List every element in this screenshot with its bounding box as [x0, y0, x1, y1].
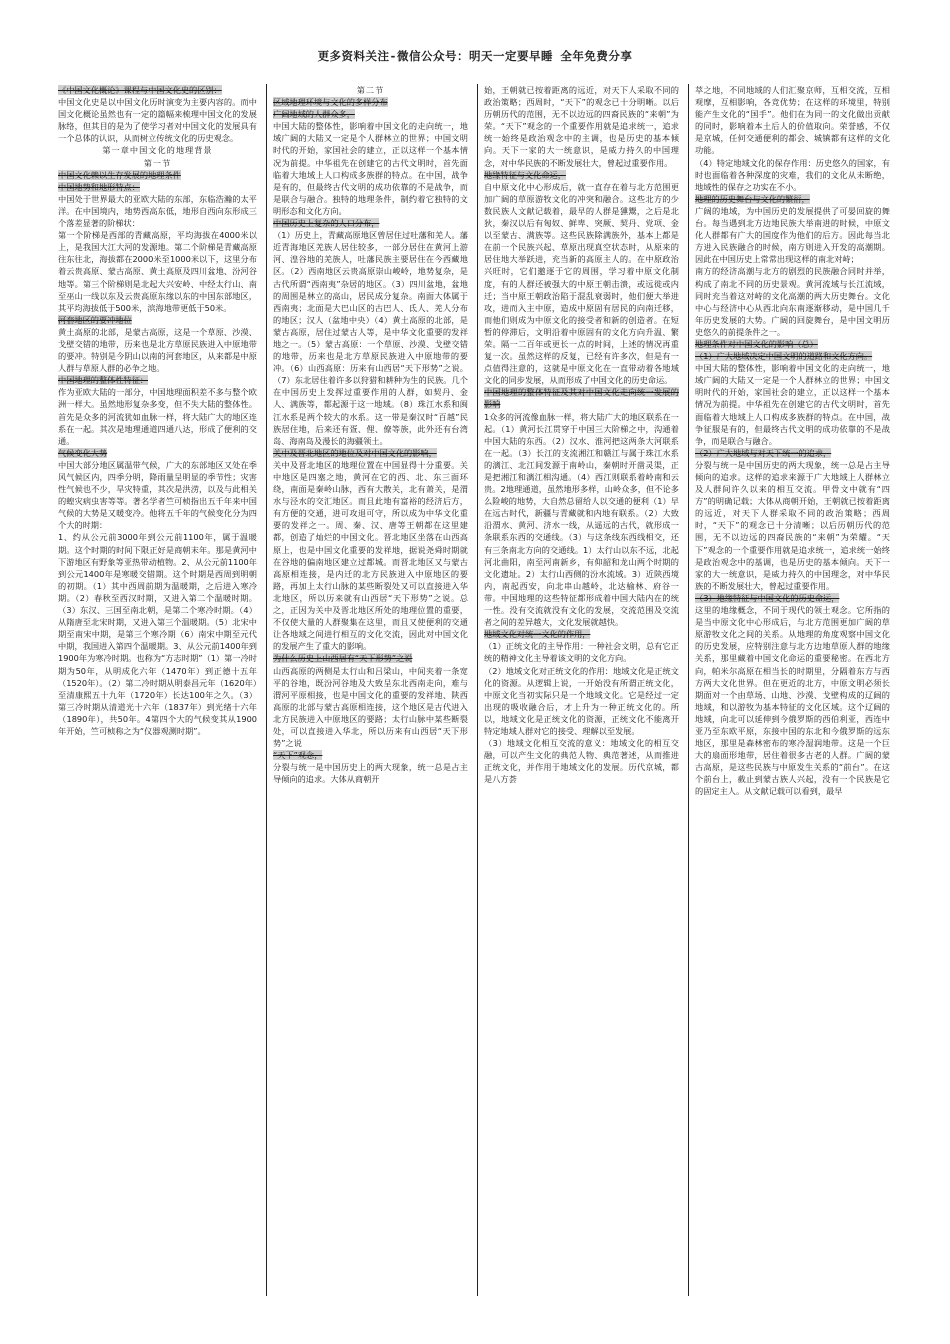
section-heading [273, 652, 468, 664]
paragraph [58, 193, 257, 229]
text: 为什么历史上山西居有“天下形势”之说 [273, 653, 413, 664]
paragraph [58, 229, 257, 314]
paragraph [695, 604, 890, 798]
paragraph [58, 386, 257, 446]
text: 第一个阶梯是西部的青藏高原，平均海拔在4000米以上，是我国大江大河的发源地。第二个阶梯是青藏高原往东往北，海拔都在2000米至1000米以下，这里分布着云贵高原、蒙古高原、黄土高原及四川盆地、汾河谷地等。第三个阶梯则是北起大兴安岭、中经太行山、南至巫山一线以东及云贵高原东缘以东的中国东部地区，其平均海拔低于500米，滨海地带更低于50米。 [58, 230, 257, 313]
text: 中国地势和地形特点： [58, 181, 140, 192]
text: “天下”观念， [273, 750, 323, 761]
text: 中国大陆的整体性，影响着中国文化的走向统一，地域广阔的大陆又一定是个人群林立的世界；中国文明时代的开始，家国社会的建立，正以这样一个基本情况为前提。中华祖先在创建它的古代文明时，首先面临着大地域上人口构成多族群的特点。在中国，战争是有的，但最终古代文明的成功依靠的不是战争，而是联合与融合。独特的地理条件，制约着它独特的文明形态和文化方向。 [273, 121, 468, 216]
paragraph [273, 761, 468, 785]
text: 广阔的地域，为中国历史的发展提供了可晏回旋的舞台。每当遇到北方边地民族大举南进的时候，中原文化人群都有广大的国度作为他们的后方。因此每当北方进入民族融合的时候，南方则进入开发的高潮期。因此在中国历史上常常出现这样的南北对峙； [695, 205, 890, 265]
section-heading [273, 96, 468, 108]
paragraph [58, 96, 257, 144]
column-1 [55, 84, 260, 1296]
text-columns [55, 84, 900, 1296]
text: （3）地域文化相互交流的意义：地域文化的相互交融，可以产生文化的典范人物、典范著述，从而推进正统文化，并作用于地域文化的发展。历代京城，都是八方荟 [484, 738, 679, 785]
text: 河套地区的要冲地位 [58, 314, 132, 325]
paragraph [695, 157, 890, 193]
paragraph [695, 362, 890, 447]
text: （2）地域文化对正统文化的作用：地域文化是正统文化的资源。从逻辑上说，一开始没有所谓正统文化，中原文化当初实际只是一个地域文化。它是经过一定出现的吸收融合后，才上升为一种正统文化的。所以，地域文化是正统文化的资源，正统文化不能离开特定地域人群对它的接受、理解以至发展。 [484, 665, 679, 736]
text: 《中国文化概论》课程与中国文化史的区别： [58, 85, 222, 95]
paragraph [273, 459, 468, 653]
text: 始，王朝就已按着距离的远近，对天下人采取不同的政治策略；西周时，“天下”的观念已十分明晰。以后历朝历代的范围，无不以边远的四裔民族的“来朝”为荣。“天下”观念的一个重要作用就是追求统一，追求统一始终是政治观念中的主调，也是历史的基本倾向。天下一家的大一统意识，是威力持久的中国理念，对中华民族的不断发展壮大，曾起过重要作用。 [484, 85, 679, 168]
text: 地理的历史舞台与文化的繁衍， [695, 193, 810, 204]
text: 中国大陆的整体性，影响着中国文化的走向统一，地域广阔的大陆又一定是一个人群林立的世界；中国文明时代的开始，家国社会的建立，正以这样一个基本情况为前提。中华祖先在创建它的古代文明时，首先面临着大地域上人口构成多族群的特点。在中国，战争征服是有的，但最终古代文明的成功依靠的不是战争，而是联合与融合。 [695, 363, 890, 446]
paragraph [695, 205, 890, 265]
section-heading [58, 169, 257, 181]
text: 萃之地，不同地域的人们汇聚京师，互相交流，互相观摩，互相影响，各竞优势；在这样的环境里，特别能产生文化的“国手”。他们在为同一的文化做出贡献的同时，影响着本土后人的价值取向。荣誉感，不仅是京城，任何交通便利的都会、城镇都有这样的文化功能。 [695, 85, 890, 156]
paragraph [58, 459, 257, 532]
chapter-title [273, 84, 468, 96]
text: 中国文化赖以生存发展的地理条件 [58, 169, 181, 180]
section-heading [695, 350, 890, 362]
text: 这里的地缘概念，不同于现代的领土观念。它所指的是当中原文化中心形成后，与北方范围更加广阔的草原游牧文化之间的关系。从地理的角度观察中国文化的历史发展，应特别注意与北方边地草原人群的地缘关系，那里藏着中国文化命运的重要秘密。在西北方向，帕米尔高原在相当长的时期里，分隔着东方与西方两大文化世界。但在更近的北方，中原文明必须长期面对一个由草场、山地、沙漠、戈壁构成的辽阔的地域，和以游牧为基本特征的文化区域。这个辽阔的地域，向北可以延伸到今俄罗斯的西伯利亚，西连中亚乃至东欧平原，东接中国的东北和今俄罗斯的远东地区，那里是森林密布的寒冷湿润地带。这是一个巨大的扇面形地带，居住着很多古老的人群。广阔的蒙古高原，是这些民族与中原发生关系的“前台”。在这个前台上，截止到蒙古族人兴起，没有一个民族是它的固定主人。从文献记载可以看到，最早 [695, 605, 890, 797]
text: 第二节 [356, 85, 385, 95]
section-heading [695, 193, 890, 205]
text: 关中及晋北地区的地理位置在中国显得十分重要。关中地区是四塞之地，黄河在它的西、北、东三面环绕，南面是秦岭山脉，西有大散关，北有萧关，是渭水与泾水的交汇地区。而且此地有富裕的经济后方，有方便的交通，进可攻退可守，所以成为中华文化重要的发祥之一。周、秦、汉、唐等王朝都在这里建都，创造了灿烂的中国文化。晋北地区坐落在山西高原上，也是中国文化重要的发祥地，据说尧舜时期就在谷地的偏南地区建立过都城。而晋北地区又与蒙古高原相连接，是内迁的北方民族进入中原地区的要路，再加上太行山脉的某些断裂处又可以直接进入华北地区，所以历来就有山西居“天下形势”之说。总之，正因为关中及晋北地区所处的地理位置的重要，不仅使大量的人群聚集在这里，而且又使便利的交通让各地域之间进行相互的文化交流，因此对中国文化的发展产生了重大的影响。 [273, 459, 468, 652]
paragraph [273, 120, 468, 217]
text: 山西高原的两侧是太行山和吕梁山，中间夹着一条宽平的谷地，既汾河谷地及大致呈东北西南走向，难与渭河平原相接，也是中国文化的重要的发祥地、陕西高原的北部与蒙古高原相连接，这个地区是古代进入北方民族进入中原地区的要路；太行山脉中某些断裂处，可以直接进入华北，所以历来有山西居“天下形势”之说 [273, 665, 468, 749]
section-heading [484, 169, 679, 181]
text: （3）地缘特征与中国文化的历史命运， [695, 592, 840, 603]
text: 自中原文化中心形成后，就一直存在着与北方范围更加广阔的草原游牧文化的冲突和融合。这些北方的少数民族人文献记载着，最早的人群是獯鬻，之后是北狄，秦汉以后有匈奴、鲜卑、突厥、契丹、党项、金以至蒙古、满族等。这些民族除满族外，基本上都是在前一个民族兴起、草原出现真空状态时，从原来的居住地大举跃进，充当新的高原主人的。在中原政治兴旺时，它们邀逐于它的周围，学习着中原文化制度，有的人群还被强大的中原王朝击溃，或远徙或内迁；当中原王朝政治陷于混乱衰弱时，他们便大举进攻，进而入主中原，造成中原固有居民的向南迁移，而他们则成为中原文化的接受者和新的创造者。在短暂的停滞后，文明沿着中原固有的文化方向升温、繁荣。隔一二百年或更长一点的时间，上述的情况再重复一次。虽然这样的反复，已经有许多次，但是有一点值得注意的，这就是中原文化在一直带动着各地域文化的同步发展，从而形成了中国文化的历史命运。 [484, 181, 679, 386]
column-4 [688, 84, 893, 1296]
text: （1）广大地域决定中国文明的道路和文化方向。 [695, 351, 873, 362]
chapter-title [58, 157, 257, 169]
column-3 [477, 84, 682, 1296]
section-heading [273, 447, 468, 459]
section-heading [695, 592, 890, 604]
text: 作为亚欧大陆的一部分，中国地理面积差不多与整个欧洲一样大。虽然地形复杂多变，但不失大陆的整体性。首先是众多的河流犹如血脉一样，将大陆广大的地区连系在一起。其次是地理通道四通八达，形成了便利的交通。 [58, 387, 257, 446]
section-heading [484, 628, 679, 640]
section-heading [484, 386, 679, 410]
text: （1）正统文化的主导作用：一种社会文明，总有它正统的精神文化主导着该文明的文化方向。 [484, 641, 679, 664]
paragraph [273, 665, 468, 750]
page-header: 更多资料关注-微信公众号：明天一定要早睡 全年免费分享 [317, 49, 633, 63]
text: 中国大部分地区属温带气候，广大的东部地区又处在季风气候区内，四季分明，降雨量呈明显的季节性；灾害性气候也不少，旱灾特重，其次是洪涝，以及与此相关的蝗灾病虫害等等。著名学者竺可桢指出五千年来中国气候的大势是又暖变冷。他将五千年的气候变化分为四个大的时期： [58, 459, 257, 531]
text: 南方的经济高潮与北方的剧烈的民族融合同时并举，构成了南北不同的历史景观。黄河流域与长江流域，同时充当着这对峙的文化高潮的两大历史舞台。文化中心与经济中心从西北向东南逐渐移动，是中国几千年历史发展的大势。广阔的回旋舞台，是中国文明历史悠久的前提条件之一。 [695, 266, 890, 337]
section-heading [58, 374, 257, 386]
text: 中国地理的整体特征及其对中国文化走向统一发展的影响 [484, 387, 679, 410]
text: 地缘特征与文化命运， [484, 169, 566, 180]
section-heading [58, 447, 257, 459]
section-heading [273, 217, 468, 229]
section-heading [695, 447, 890, 459]
column-2 [266, 84, 471, 1296]
text: （4）特定地域文化的保存作用：历史悠久的国家，有时也面临着各种深度的灾难，我们的文化从未断绝，地域性的保存之功实在不小。 [695, 157, 890, 192]
text: 气候变化大势 [58, 447, 108, 458]
text: 分裂与统一是中国历史上的两大现象，统一总是占主导倾向的追求。大体从商朝开 [273, 762, 468, 785]
paragraph [695, 459, 890, 592]
text: 1、约从公元前3000年到公元前1100年，属于温暖期。这个时期的时间下限正好是商朝末年。那是黄河中下游地区有野象等亚热带动植物。2、从公元前1100年到公元1400年是寒暖交错期。这个时期是西周到明朝的初期。（1）其中西周前期为温暖期，之后进入寒冷期。（2）春秋至西汉时期，又进入第二个温暖时期。（3）东汉、三国至南北朝，是第二个寒冷时期。（4）从隋唐至北宋时期，又进入第三个温暖期。（5）北宋中期至南宋中期，是第三个寒冷期（6）南宋中期至元代中期，我国进入第四个温暖期。3、从公元前1400年到1900年为寒冷时期。也称为“方志时期”（1）第一冷时期为50年，从明成化六年（1470年）到正德十五年（1520年）。（2）第二冷时期从明泰昌元年（1620年）至清康熙五十九年（1720年）长达100年之久。（3）第三冷时期从清道光十六年（1837年）到光绪十六年（1890年），共50年。4第四个大的气候变其从1900年开始，竺可桢称之为“仪器观测时期”。 [58, 532, 257, 736]
text: 第一章中国文化的地理背景 [102, 145, 213, 156]
text: 中国文化史是以中国文化历时演变为主要内容的。而中国文化概论虽然也有一定的篇幅来梳理中国文化的发展脉络，但其目的是为了使学习者对中国文化的发展具有一个总体的认识，从而树立传统文化的历史观念。 [58, 97, 257, 144]
section-heading [58, 84, 257, 96]
section-heading [58, 181, 257, 193]
paragraph [695, 84, 890, 157]
paragraph [484, 640, 679, 664]
text: 地域文化对统一文化的作用， [484, 629, 591, 640]
text: 第一节 [143, 157, 172, 168]
text: 广阔地域的人群众多， [273, 109, 355, 120]
section-heading [273, 108, 468, 120]
text: 中国处于世界最大的亚欧大陆的东部，东临浩瀚的太平洋。在中国境内，地势西高东低，地形自西向东形成三个落差显著的阶梯状： [58, 193, 257, 229]
section-heading [58, 314, 257, 326]
text: 1众多的河流像血脉一样，将大陆广大的地区联系在一起。（1）黄河长江贯穿于中国三大阶梯之中，沟通着中国大陆的东西。（2）汉水、淮河把这两条大河联系在一起。（3）长江的支流湘江和赣江与属于珠江水系的漓江、北江间发源于南岭山，秦朝时开凿灵渠，正是把湘江和漓江相沟通。（4）西江则联系着岭南和云贵。2地理通道，虽然地形多样，山岭众多，但不论多么险峻的地势，大自然总留给人以交通的便利（1）早在远古时代，新疆与青藏就和内地有联系。（2）大致沿渭水、黄河、济水一线，从遥远的古代，就形成一条联系东西的交通线。（3）与这条线东西线相交，还有三条南北方向的交通线。1）太行山以东不远，北起河北曲阳，南至河南新乡，有仰韶和龙山两个时期的文化遗址。2）太行山西侧的汾水流域。3）近陕西境内，南起西安，向北串山越岭，北达榆林、府谷一带。中国地理的这些特征都形成着中国大陆内在的统一性。没有交流就没有文化的发展，交流范围及交流者之间的差异越大，文化发展就越快。 [484, 411, 679, 628]
paragraph [484, 665, 679, 738]
paragraph [273, 229, 468, 447]
text: 地理条件对中国文化的影响（总） [695, 338, 818, 349]
chapter-title [58, 144, 257, 156]
paragraph [484, 737, 679, 785]
paragraph [484, 181, 679, 387]
text: 区域地理环境与文化的多样分布 [273, 97, 388, 108]
text: 分裂与统一是中国历史的两大现象，统一总是占主导倾向的追求。这样的追求来源于广大地域上人群林立及人群间许久以来的相互交流。甲骨文中就有“四方”的明确记载；大体从商朝开始，王朝就已按着距离的远近，对天下人群采取不同的政治策略；西周时，“天下”的观念已十分清晰；以后历朝历代的范围，无不以边远的四裔民族的“来朝”为荣耀。“天下”观念的一个重要作用就是追求统一，追求统一始终是政治观念中的基调，也是历史的基本倾向。天下一家的大一统意识，是威力持久的中国理念，对中华民族的不断发展壮大，曾起过重要作用。 [695, 459, 890, 591]
text: 黄土高原的北部，是蒙古高原，这是一个草原、沙漠、戈壁交错的地带，历来也是北方草原民族进入中原地带的要冲。特别是今阴山以南的河套地区，从来都是中原人群与草原人群的必争之地。 [58, 326, 257, 374]
paragraph [695, 265, 890, 338]
section-heading [273, 749, 468, 761]
text: 中国地理的整体性特征： [58, 375, 149, 386]
section-heading [695, 338, 890, 350]
text: （1）历史上，青藏高原地区曾居住过吐藩和羌人。藩近青海地区羌族人居住较多，一部分居住在黄河上游河、湟谷地的羌族人，吐藩民族主要居住在今西藏地区。（2）西南地区云贵高原崇山峻岭，地势复杂，是古代所谓“西南夷”杂居的地区。（3）四川盆地，盆地的周围是林立的高山，居民成分复杂。南面大体属于西南夷；北面是大巴山区的古巴人、氐人、羌人分布的地区；汉人（盆地中央）（4）黄土高原的北部，是蒙古高原，居住过蒙古人等，是中华文化重要的发祥地之一。（5）蒙古高原：一个草原、沙漠、戈壁交错的地带，历来也是北方草原民族进入中原地带的要冲。（6）山西高原：历来有山西居“天下形势”之说。（7）东北居住着许多以狩猎和耕种为生的民族。几个在中国历史上发挥过重要作用的人群，如契丹、金人、满族等，都起源于这一地域。（8）珠江水系和闽江水系是两个较大的水系。这一带是秦汉时“百越”民族居住地，后来还有疍、俚、僚等族，此外还有台湾岛、海南岛及漫长的海疆领土。 [273, 230, 468, 446]
paragraph [58, 326, 257, 374]
text: 中国历史上复杂的人口分布， [273, 218, 380, 229]
paragraph [484, 411, 679, 629]
text: （2）广大地域与对天下统一的追求， [695, 447, 832, 458]
text: 关中及晋北地区的地位及对中国文化的影响， [273, 447, 437, 458]
paragraph [58, 531, 257, 737]
paragraph [484, 84, 679, 169]
